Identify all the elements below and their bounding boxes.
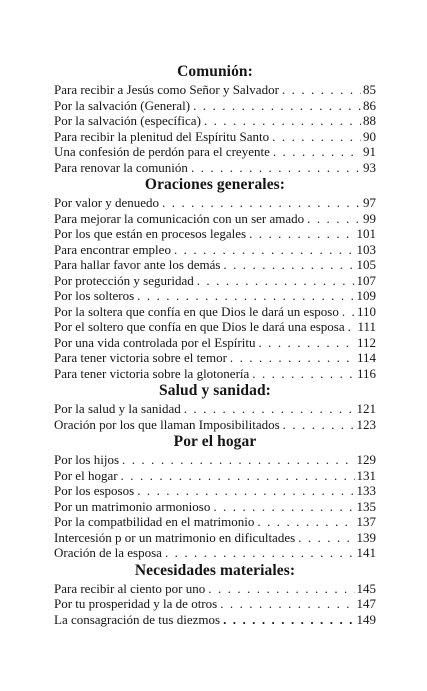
section-title: Salud y sanidad: (159, 382, 271, 399)
entry-page-number: 101 (356, 226, 376, 241)
entry-label: Por un matrimonio armonioso (54, 498, 211, 514)
toc-entry (54, 545, 376, 561)
entry-page-number: 133 (356, 483, 376, 498)
toc-section-necesidades-materiales (54, 561, 376, 628)
entry-label: Intercesión p or un matrimonio en dificultades (54, 529, 296, 545)
dot-leader (137, 483, 354, 499)
entry-label: Para mejorar la comunicación con un ser amado (54, 210, 305, 226)
toc-section-oraciones-generales (54, 175, 376, 381)
section-title: Necesidades materiales: (134, 561, 296, 579)
entry-label: Por una vida controlada por el Espíritu (54, 334, 256, 350)
toc-entry (54, 288, 376, 304)
dot-leader (137, 288, 354, 304)
toc-entry (54, 226, 376, 242)
toc-entry (54, 530, 376, 546)
dot-leader (174, 242, 355, 258)
toc-entry (54, 113, 376, 129)
dot-leader (273, 144, 361, 160)
dot-leader (348, 319, 356, 335)
toc-section-comunion (54, 62, 376, 175)
toc-entry (54, 581, 376, 597)
entry-page-number: 86 (363, 97, 376, 113)
entry-page-number: 97 (363, 195, 376, 210)
entry-page-number: 135 (356, 498, 376, 514)
entry-label: Para encontrar empleo (54, 241, 171, 257)
toc-entry (54, 483, 376, 499)
toc-entry (54, 401, 376, 417)
entry-label: Por la soltera que confía en que Dios le dará un esposo (54, 303, 339, 319)
toc-entry (54, 273, 376, 289)
entry-label: La consagración de tus diezmos (54, 611, 221, 627)
entry-label: Por la salvación (específica) (54, 113, 201, 128)
entry-page-number: 103 (356, 241, 376, 257)
dot-leader (249, 226, 354, 242)
entry-label: Para recibir la plenitud del Espíritu Santo (54, 128, 270, 144)
entry-page-number: 99 (363, 210, 376, 226)
toc-entry (54, 468, 376, 484)
dot-leader (223, 612, 354, 628)
dot-leader (220, 596, 354, 612)
toc-entry (54, 452, 376, 468)
entry-label: Para recibir al ciento por uno (54, 580, 206, 596)
dot-leader (121, 468, 355, 484)
toc-entry (54, 257, 376, 273)
dot-leader (257, 514, 354, 530)
dot-leader (213, 499, 354, 515)
entry-label: Por los que están en procesos legales (54, 226, 247, 241)
entry-label: Una confesión de perdón para el creyente (54, 144, 270, 159)
toc-entry (54, 319, 376, 335)
entry-label: Por los solteros (54, 288, 135, 303)
dot-leader (208, 581, 354, 597)
entry-page-number: 107 (356, 272, 376, 288)
dot-leader (184, 401, 355, 417)
toc-entry (54, 242, 376, 258)
entry-page-number: 91 (363, 144, 376, 159)
entry-page-number: 129 (356, 452, 376, 467)
entry-page-number: 121 (356, 401, 376, 416)
toc-entry (54, 612, 376, 628)
entry-page-number: 111 (357, 319, 376, 334)
entry-label: Para tener victoria sobre el temor (54, 350, 227, 365)
entry-page-number: 93 (363, 159, 376, 175)
toc-entry (54, 211, 376, 227)
entry-page-number: 141 (356, 545, 376, 560)
section-title: Por el hogar (173, 433, 257, 450)
toc-entry (54, 499, 376, 515)
entry-label: Para tener victoria sobre la glotonería (54, 365, 250, 381)
dot-leader (283, 417, 355, 433)
section-title: Comunión: (177, 63, 253, 80)
entry-label: Por los esposos (54, 483, 135, 498)
table-of-contents (54, 62, 376, 627)
entry-label: Por tu prosperidad y la de otros (54, 596, 218, 611)
entry-page-number: 149 (356, 611, 376, 627)
entry-page-number: 105 (356, 257, 376, 272)
toc-entry (54, 160, 376, 176)
dot-leader (307, 211, 361, 227)
dot-leader (193, 98, 361, 114)
dot-leader (122, 452, 354, 468)
dot-leader (223, 257, 354, 273)
toc-entry (54, 335, 376, 351)
toc-entry (54, 98, 376, 114)
entry-label: Por valor y denuedo (54, 195, 160, 210)
entry-page-number: 147 (356, 596, 376, 611)
toc-entry (54, 304, 376, 320)
entry-page-number: 112 (356, 334, 376, 350)
entry-page-number: 131 (356, 467, 376, 483)
entry-page-number: 88 (363, 113, 376, 128)
entry-label: Por la compatbilidad en el matrimonio (54, 514, 255, 529)
toc-entry (54, 350, 376, 366)
entry-label: Para recibir a Jesús como Señor y Salvador (54, 82, 279, 97)
entry-page-number: 110 (356, 303, 376, 319)
dot-leader (258, 335, 355, 351)
section-title: Oraciones generales: (144, 176, 286, 193)
entry-page-number: 116 (356, 365, 376, 381)
dot-leader (162, 195, 361, 211)
entry-page-number: 85 (363, 82, 376, 97)
dot-leader (342, 304, 355, 320)
entry-label: Para renovar la comunión (54, 159, 188, 175)
toc-entry (54, 195, 376, 211)
dot-leader (165, 545, 355, 561)
dot-leader (197, 273, 355, 289)
entry-page-number: 114 (356, 350, 376, 365)
entry-page-number: 123 (356, 416, 376, 432)
dot-leader (252, 366, 355, 382)
toc-entry (54, 417, 376, 433)
entry-label: Por el hogar (54, 467, 118, 483)
entry-label: Para hallar favor ante los demás (54, 257, 221, 272)
entry-page-number: 137 (356, 514, 376, 529)
toc-entry (54, 366, 376, 382)
dot-leader (298, 530, 354, 546)
entry-label: Por el soltero que confía en que Dios le dará una esposa (54, 319, 345, 334)
entry-label: Por la salvación (General) (54, 97, 191, 113)
entry-page-number: 109 (356, 288, 376, 303)
entry-label: Oración de la esposa (54, 545, 162, 560)
entry-label: Por la salud y la sanidad (54, 401, 181, 416)
entry-page-number: 90 (363, 128, 376, 144)
entry-page-number: 145 (356, 580, 376, 596)
dot-leader (204, 113, 361, 129)
entry-label: Por protección y seguridad (54, 272, 194, 288)
toc-entry (54, 144, 376, 160)
dot-leader (272, 129, 361, 145)
toc-entry (54, 82, 376, 98)
dot-leader (230, 350, 355, 366)
entry-page-number: 139 (356, 529, 376, 545)
dot-leader (282, 82, 361, 98)
entry-label: Oración por los que llaman Imposibilitados (54, 416, 280, 432)
toc-section-salud-y-sanidad (54, 381, 376, 432)
toc-section-por-el-hogar (54, 432, 376, 561)
entry-label: Por los hijos (54, 452, 120, 467)
dot-leader (191, 160, 361, 176)
toc-entry (54, 596, 376, 612)
toc-entry (54, 129, 376, 145)
toc-entry (54, 514, 376, 530)
